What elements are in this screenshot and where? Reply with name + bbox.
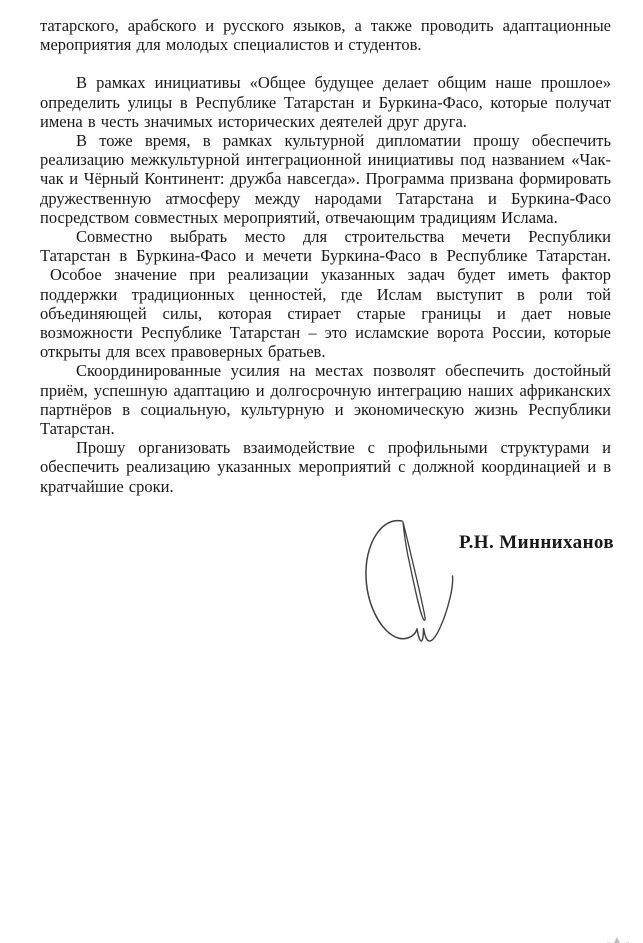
- paragraph-coordinated-efforts: Скоординированные усилия на местах позволят обеспечить достойный приём, успешную адаптацию и долгосрочную интеграцию наших африканских партнёров в социальную, культурную и экономическую жизнь Республики Татарстан.: [40, 361, 611, 439]
- paragraph-continuation: татарского, арабского и русского языков, а также проводить адаптационные мероприятия для молодых специалистов и студентов.: [40, 16, 611, 55]
- paragraph-initiative-streets: В рамках инициативы «Общее будущее делает общим наше прошлое» определить улицы в Республике Татарстан и Буркина-Фасо, которые получат имена в честь значимых исторических деятелей друг друга.: [40, 73, 611, 131]
- page-corner-scan-artifact: [607, 935, 629, 943]
- paragraph-request: Прошу организовать взаимодействие с профильными структурами и обеспечить реализацию указанных мероприятий с должной координацией и в кратчайшие сроки.: [40, 438, 611, 496]
- handwritten-signature-icon: [360, 512, 460, 644]
- paragraph-cultural-diplomacy: В тоже время, в рамках культурной дипломатии прошу обеспечить реализацию межкультурной интеграционной инициативы под названием «Чак-чак и Чёрный Континент: дружба навсегда». Программа призвана формировать дружественную атмосферу между народами Татарстана и Буркина-Фасо посредством совместных мероприятий, отвечающим традициям Ислама.: [40, 131, 611, 227]
- paragraph-traditional-values: Особое значение при реализации указанных задач будет иметь фактор поддержки традиционных ценностей, где Ислам выступит в роли той объединяющей силы, которая стирает старые границы и дает новые возможности Республике Татарстан – это исламские ворота России, которые открыты для всех правоверных братьев.: [40, 265, 611, 362]
- paragraph-mosques: Совместно выбрать место для строительства мечети Республики Татарстан в Буркина-Фасо и мечети Буркина-Фасо в Республике Татарстан.: [40, 227, 611, 266]
- signatory-name: Р.Н. Минниханов: [459, 532, 614, 553]
- document-body: [40, 16, 611, 496]
- signature-block: [0, 508, 643, 653]
